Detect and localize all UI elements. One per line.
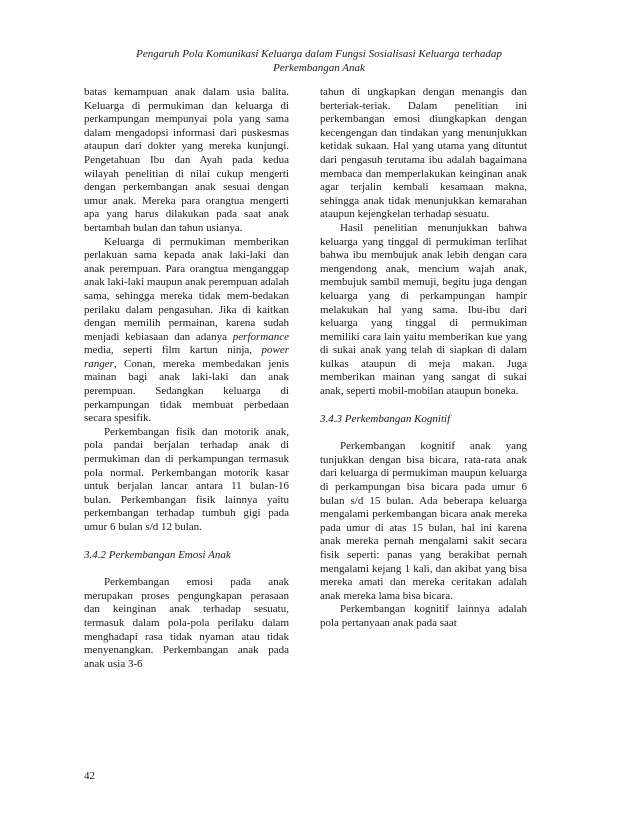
left-paragraph-3: Perkembangan fisik dan motorik anak, pola pandai berjalan terhadap anak di permukiman dan di perkampungan termasuk pola normal. Perkembangan motorik kasar untuk berjalan lancar antara 11 bulan-16 bulan. Perkembangan fisik lainnya yaitu perkembangan terhadap tumbuh gigi pada umur 6 bulan s/d 12 bulan. [84,425,289,533]
right-paragraph-3: Perkembangan kognitif anak yang tunjukkan dengan bisa bicara, rata-rata anak dari keluarga di permukiman maupun keluarga di perkampungan bisa bicara pada umur 6 bulan s/d 15 bulan. Ada beberapa keluarga mengalami perkembangan bicara anak mereka pada umur di atas 15 bulan, hal ini karena anak mereka pernah mengalami sakit secara fisik seperti: panas yang berakibat pernah mengalami kejang 1 kali, dan akibat yang bisa mereka amati dan mereka ceritakan adalah anak mereka lama bisa bicara. [320,440,527,602]
left-paragraph-2-end: , Conan, mereka membedakan jenis mainan bagi anak laki-laki dan anak perempuan. Sedangkan keluarga di perkampungan tidak membuat perbedaan secara spesifik. [84,357,289,425]
section-heading-emotion: 3.4.2 Perkembangan Emosi Anak [84,548,231,561]
right-column [320,86,527,631]
right-paragraph-2: Hasil penelitian menunjukkan bahwa keluarga yang tinggal di permukiman terlihat bahwa ibu membujuk anak lebih dengan cara mengendong anak, mencium wajah anak, membujuk sambil memuji, begitu juga dengan keluarga yang di perkampungan hampir melakukan hal yang sama. Ibu-ibu dari keluarga yang tinggal di permukiman memiliki cara lain yaitu memberikan kue yang di sukai anak yang telah di siapkan di dalam kulkas ataupun di meja makan. Juga memberikan mainan yang sangat di sukai anak, seperti mobil-mobilan ataupun boneka. [320,221,527,398]
left-paragraph-1: batas kemampuan anak dalam usia balita. Keluarga di permukiman dan keluarga di perkampungan mempunyai pola yang sama dalam mengadopsi informasi dari puskesmas ataupun dari dokter yang mereka kunjungi. Pengetahuan Ibu dan Ayah pada kedua wilayah penelitian di nilai cukup mengerti dengan perkembangan anak sesuai dengan umur anak. Mereka para orangtua mengerti apa yang harus dilakukan pada saat anak bertambah bulan dan tahun usianya. [84,86,289,234]
right-paragraph-1: tahun di ungkapkan dengan menangis dan berteriak-teriak. Dalam penelitian ini perkembangan emosi diungkapkan dengan kecengengan dan tindakan yang menunjukkan ketidak sukaan. Hal yang utama yang dituntut dari pengasuh terutama ibu adalah bagaimana membaca dan memperlakukan keinginan anak agar terjalin kembali kesamaan makna, sehingga anak tidak menunjukkan kemarahan ataupun kejengkelan terhadap sesuatu. [320,86,527,221]
right-paragraph-4: Perkembangan kognitif lainnya adalah pola pertanyaan anak pada saat [320,603,527,629]
left-paragraph-4: Perkembangan emosi pada anak merupakan proses pengungkapan perasaan dan keinginan anak terhadap sesuatu, termasuk dalam pola-pola perilaku dalam menghadapi rasa tidak nyaman atau tidak menyenangkan. Perkembangan anak pada anak usia 3-6 [84,576,289,670]
section-heading-cognitive: 3.4.3 Perkembangan Kognitif [320,412,451,425]
left-paragraph-2-mid: media, seperti film kartun ninja, [84,344,262,357]
performance-term: performance [232,330,289,343]
running-header [60,48,578,75]
left-paragraph-2 [84,236,289,426]
left-paragraph-2-start: Keluarga di permukiman memberikan perlakuan sama kepada anak laki-laki dan anak perempuan. Para orangtua menganggap anak laki-laki maupun anak perempuan adalah sama, sehingga mereka tidak mem-bedakan perilaku dalam pengasuhan. Jika di kaitkan dengan memilih permainan, karena sudah menjadi kebiasaan dan adanya [84,235,289,343]
running-header-line-1: Pengaruh Pola Komunikasi Keluarga dalam Fungsi Sosialisasi Keluarga terhadap [136,48,502,60]
power-ranger-term: power ranger [84,344,289,370]
left-column [84,86,289,671]
page-number: 42 [84,770,95,782]
running-header-line-2: Perkembangan Anak [273,61,365,74]
